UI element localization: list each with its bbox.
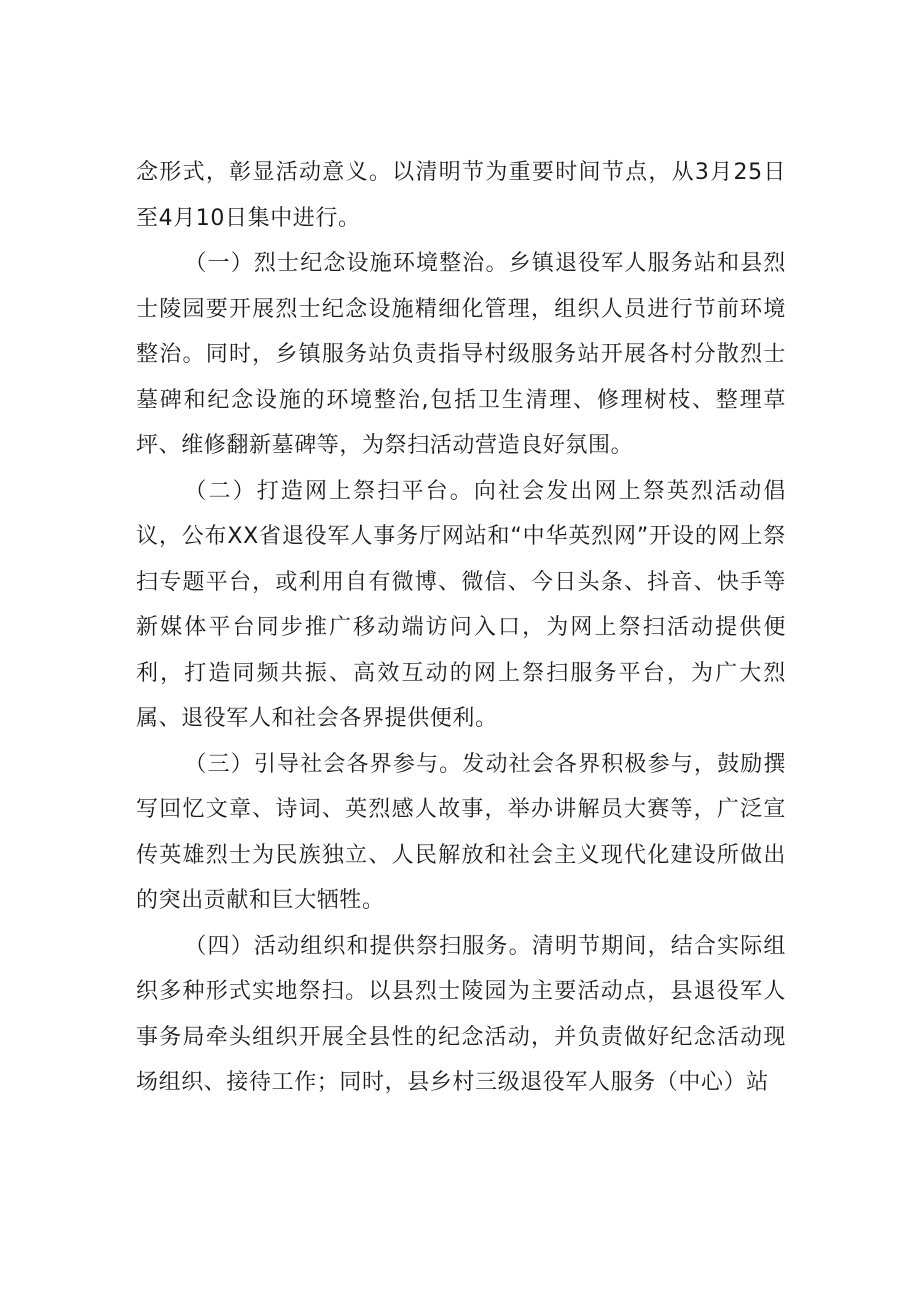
paragraph-continuation: 念形式，彰显活动意义。以清明节为重要时间节点，从3月25日至4月10日集中进行。 xyxy=(136,160,786,231)
paragraph-section-1: （一）烈士纪念设施环境整治。乡镇退役军人服务站和县烈士陵园要开展烈士纪念设施精细化管理，组织人员进行节前环境整治。同时，乡镇服务站负责指导村级服务站开展各村分散烈士墓碑和纪念设施的环境整治,包括卫生清理、修理树枝、整理草坪、维修翻新墓碑等，为祭扫活动营造良好氛围。 xyxy=(136,251,786,458)
paragraph-section-2: （二）打造网上祭扫平台。向社会发出网上祭英烈活动倡议，公布XX省退役军人事务厅网站和“中华英烈网”开设的网上祭扫专题平台，或利用自有微博、微信、今日头条、抖音、快手等新媒体平台同步推广移动端访问入口，为网上祭扫活动提供便利，打造同频共振、高效互动的网上祭扫服务平台，为广大烈属、退役军人和社会各界提供便利。 xyxy=(136,478,786,731)
paragraph-section-3: （三）引导社会各界参与。发动社会各界积极参与，鼓励撰写回忆文章、诗词、英烈感人故事，举办讲解员大赛等，广泛宣传英雄烈士为民族独立、人民解放和社会主义现代化建设所做出的突出贡献和巨大牺牲。 xyxy=(136,751,786,913)
paragraph-section-4: （四）活动组织和提供祭扫服务。清明节期间，结合实际组织多种形式实地祭扫。以县烈士陵园为主要活动点，县退役军人事务局牵头组织开展全县性的纪念活动，并负责做好纪念活动现场组织、接待工作；同时，县乡村三级退役军人服务（中心）站 xyxy=(136,933,786,1095)
document-body xyxy=(136,150,786,1106)
